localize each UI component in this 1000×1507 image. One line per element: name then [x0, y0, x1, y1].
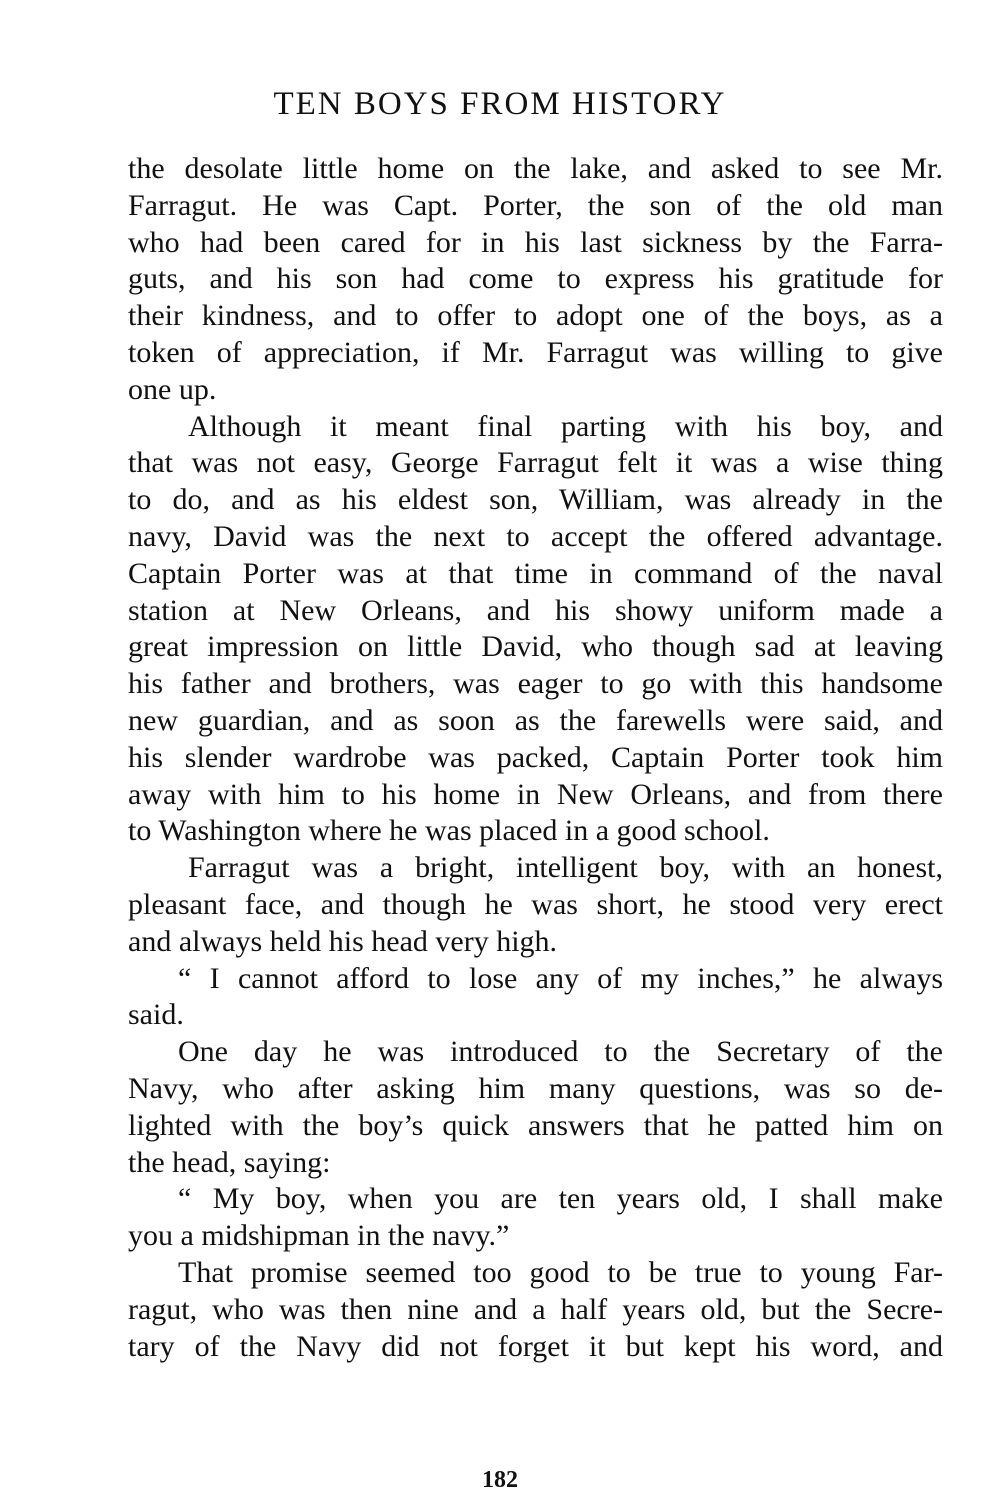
text-line: their kindness, and to offer to adopt one of the boys, as a — [128, 299, 943, 333]
text-line: “ My boy, when you are ten years old, I shall make — [178, 1182, 943, 1216]
text-line: lighted with the boy’s quick answers that he patted him on — [128, 1108, 943, 1142]
text-line: to Washington where he was placed in a good school. — [128, 814, 770, 848]
text-line: away with him to his home in New Orleans, and from there — [128, 777, 943, 811]
text-line: one up. — [128, 372, 217, 406]
body-text — [128, 151, 943, 1365]
text-line: Captain Porter was at that time in command of the naval — [128, 556, 943, 590]
text-line: you a midshipman in the navy.” — [128, 1219, 510, 1253]
text-line: pleasant face, and though he was short, he stood very erect — [128, 887, 943, 921]
text-line: the desolate little home on the lake, and asked to see Mr. — [128, 152, 943, 185]
text-line: navy, David was the next to accept the offered advantage. — [128, 519, 943, 553]
text-line: “ I cannot afford to lose any of my inches,” he always — [178, 961, 943, 995]
paragraph-5 — [128, 1034, 943, 1181]
text-line: that was not easy, George Farragut felt it was a wise thing — [128, 446, 943, 480]
text-line: One day he was introduced to the Secretary of the — [178, 1035, 943, 1069]
paragraph-3 — [128, 850, 943, 960]
text-line: Although it meant final parting with his boy, and — [188, 409, 943, 443]
text-line: Farragut. He was Capt. Porter, the son of the old man — [128, 188, 943, 222]
paragraph-7 — [128, 1255, 943, 1365]
text-line: token of appreciation, if Mr. Farragut was willing to give — [128, 335, 943, 369]
paragraph-2 — [128, 409, 943, 851]
text-line: tary of the Navy did not forget it but kept his word, and — [128, 1329, 943, 1363]
paragraph-6 — [128, 1181, 943, 1255]
running-title: TEN BOYS FROM HISTORY — [273, 86, 727, 122]
text-line: who had been cared for in his last sickness by the Farra- — [128, 225, 943, 259]
page-number: 182 — [482, 1467, 518, 1493]
text-line: station at New Orleans, and his showy uniform made a — [128, 593, 943, 627]
text-line: Farragut was a bright, intelligent boy, with an honest, — [188, 851, 943, 885]
text-line: said. — [128, 998, 184, 1032]
text-line: Navy, who after asking him many questions, was so de- — [128, 1071, 943, 1105]
text-line: That promise seemed too good to be true to young Far- — [178, 1255, 943, 1289]
paragraph-4 — [128, 961, 943, 1035]
text-line: guts, and his son had come to express his gratitude for — [128, 262, 943, 296]
text-line: ragut, who was then nine and a half years old, but the Secre- — [128, 1292, 943, 1326]
text-line: great impression on little David, who though sad at leaving — [128, 630, 943, 664]
text-line: his father and brothers, was eager to go with this handsome — [128, 667, 943, 701]
text-line: the head, saying: — [128, 1145, 331, 1179]
text-line: and always held his head very high. — [128, 924, 558, 958]
paragraph-1 — [128, 151, 943, 409]
text-line: new guardian, and as soon as the farewells were said, and — [128, 703, 943, 737]
text-line: to do, and as his eldest son, William, was already in the — [128, 483, 943, 517]
text-line: his slender wardrobe was packed, Captain Porter took him — [128, 740, 943, 774]
